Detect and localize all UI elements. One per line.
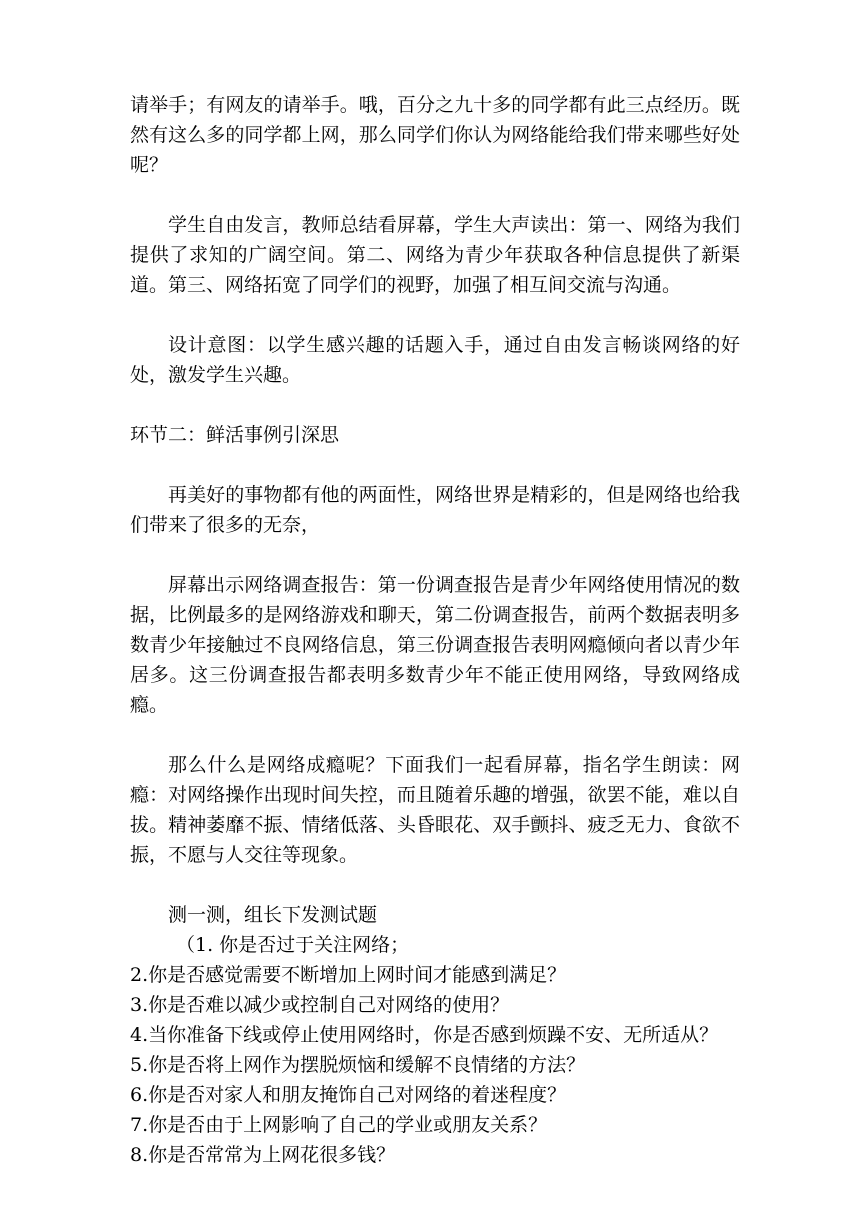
paragraph-addiction-definition: 那么什么是网络成瘾呢？下面我们一起看屏幕，指名学生朗读：网瘾：对网络操作出现时间失控，而且随着乐趣的增强，欲罢不能，难以自拔。精神萎靡不振、情绪低落、头昏眼花、双手颤抖、疲乏无力、食欲不振，不愿与人交往等现象。 [130, 754, 740, 866]
quiz-item-7: 7.你是否由于上网影响了自己的学业或朋友关系？ [130, 1114, 548, 1136]
quiz-title: 测一测，组长下发测试题 [168, 904, 378, 926]
section-heading: 环节二：鲜活事例引深思 [130, 424, 340, 446]
paragraph-design-intent: 设计意图：以学生感兴趣的话题入手，通过自由发言畅谈网络的好处，激发学生兴趣。 [130, 334, 740, 386]
quiz-item-5: 5.你是否将上网作为摆脱烦恼和缓解不良情绪的方法？ [130, 1054, 586, 1076]
quiz-item-2: 2.你是否感觉需要不断增加上网时间才能感到满足？ [130, 964, 567, 986]
quiz-item-6: 6.你是否对家人和朋友掩饰自己对网络的着迷程度？ [130, 1084, 567, 1106]
quiz-item-1: （1. 你是否过于关注网络； [176, 934, 410, 956]
quiz-section [130, 900, 740, 1170]
paragraph-student-answers: 学生自由发言，教师总结看屏幕，学生大声读出：第一、网络为我们提供了求知的广阔空间。第二、网络为青少年获取各种信息提供了新渠道。第三、网络拓宽了同学们的视野，加强了相互间交流与沟通。 [130, 214, 740, 296]
quiz-item-3: 3.你是否难以减少或控制自己对网络的使用？ [130, 994, 510, 1016]
document-page [130, 90, 740, 1170]
paragraph-intro-question: 请举手；有网友的请举手。哦，百分之九十多的同学都有此三点经历。既然有这么多的同学都上网，那么同学们你认为网络能给我们带来哪些好处呢？ [130, 94, 740, 176]
paragraph-two-sides: 再美好的事物都有他的两面性，网络世界是精彩的，但是网络也给我们带来了很多的无奈， [130, 484, 740, 536]
quiz-item-8: 8.你是否常常为上网花很多钱？ [130, 1144, 396, 1166]
paragraph-survey-report: 屏幕出示网络调查报告：第一份调查报告是青少年网络使用情况的数据，比例最多的是网络游戏和聊天，第二份调查报告，前两个数据表明多数青少年接触过不良网络信息，第三份调查报告表明网瘾倾向者以青少年居多。这三份调查报告都表明多数青少年不能正使用网络，导致网络成瘾。 [130, 574, 740, 716]
quiz-item-4: 4.当你准备下线或停止使用网络时，你是否感到烦躁不安、无所适从？ [130, 1024, 719, 1046]
